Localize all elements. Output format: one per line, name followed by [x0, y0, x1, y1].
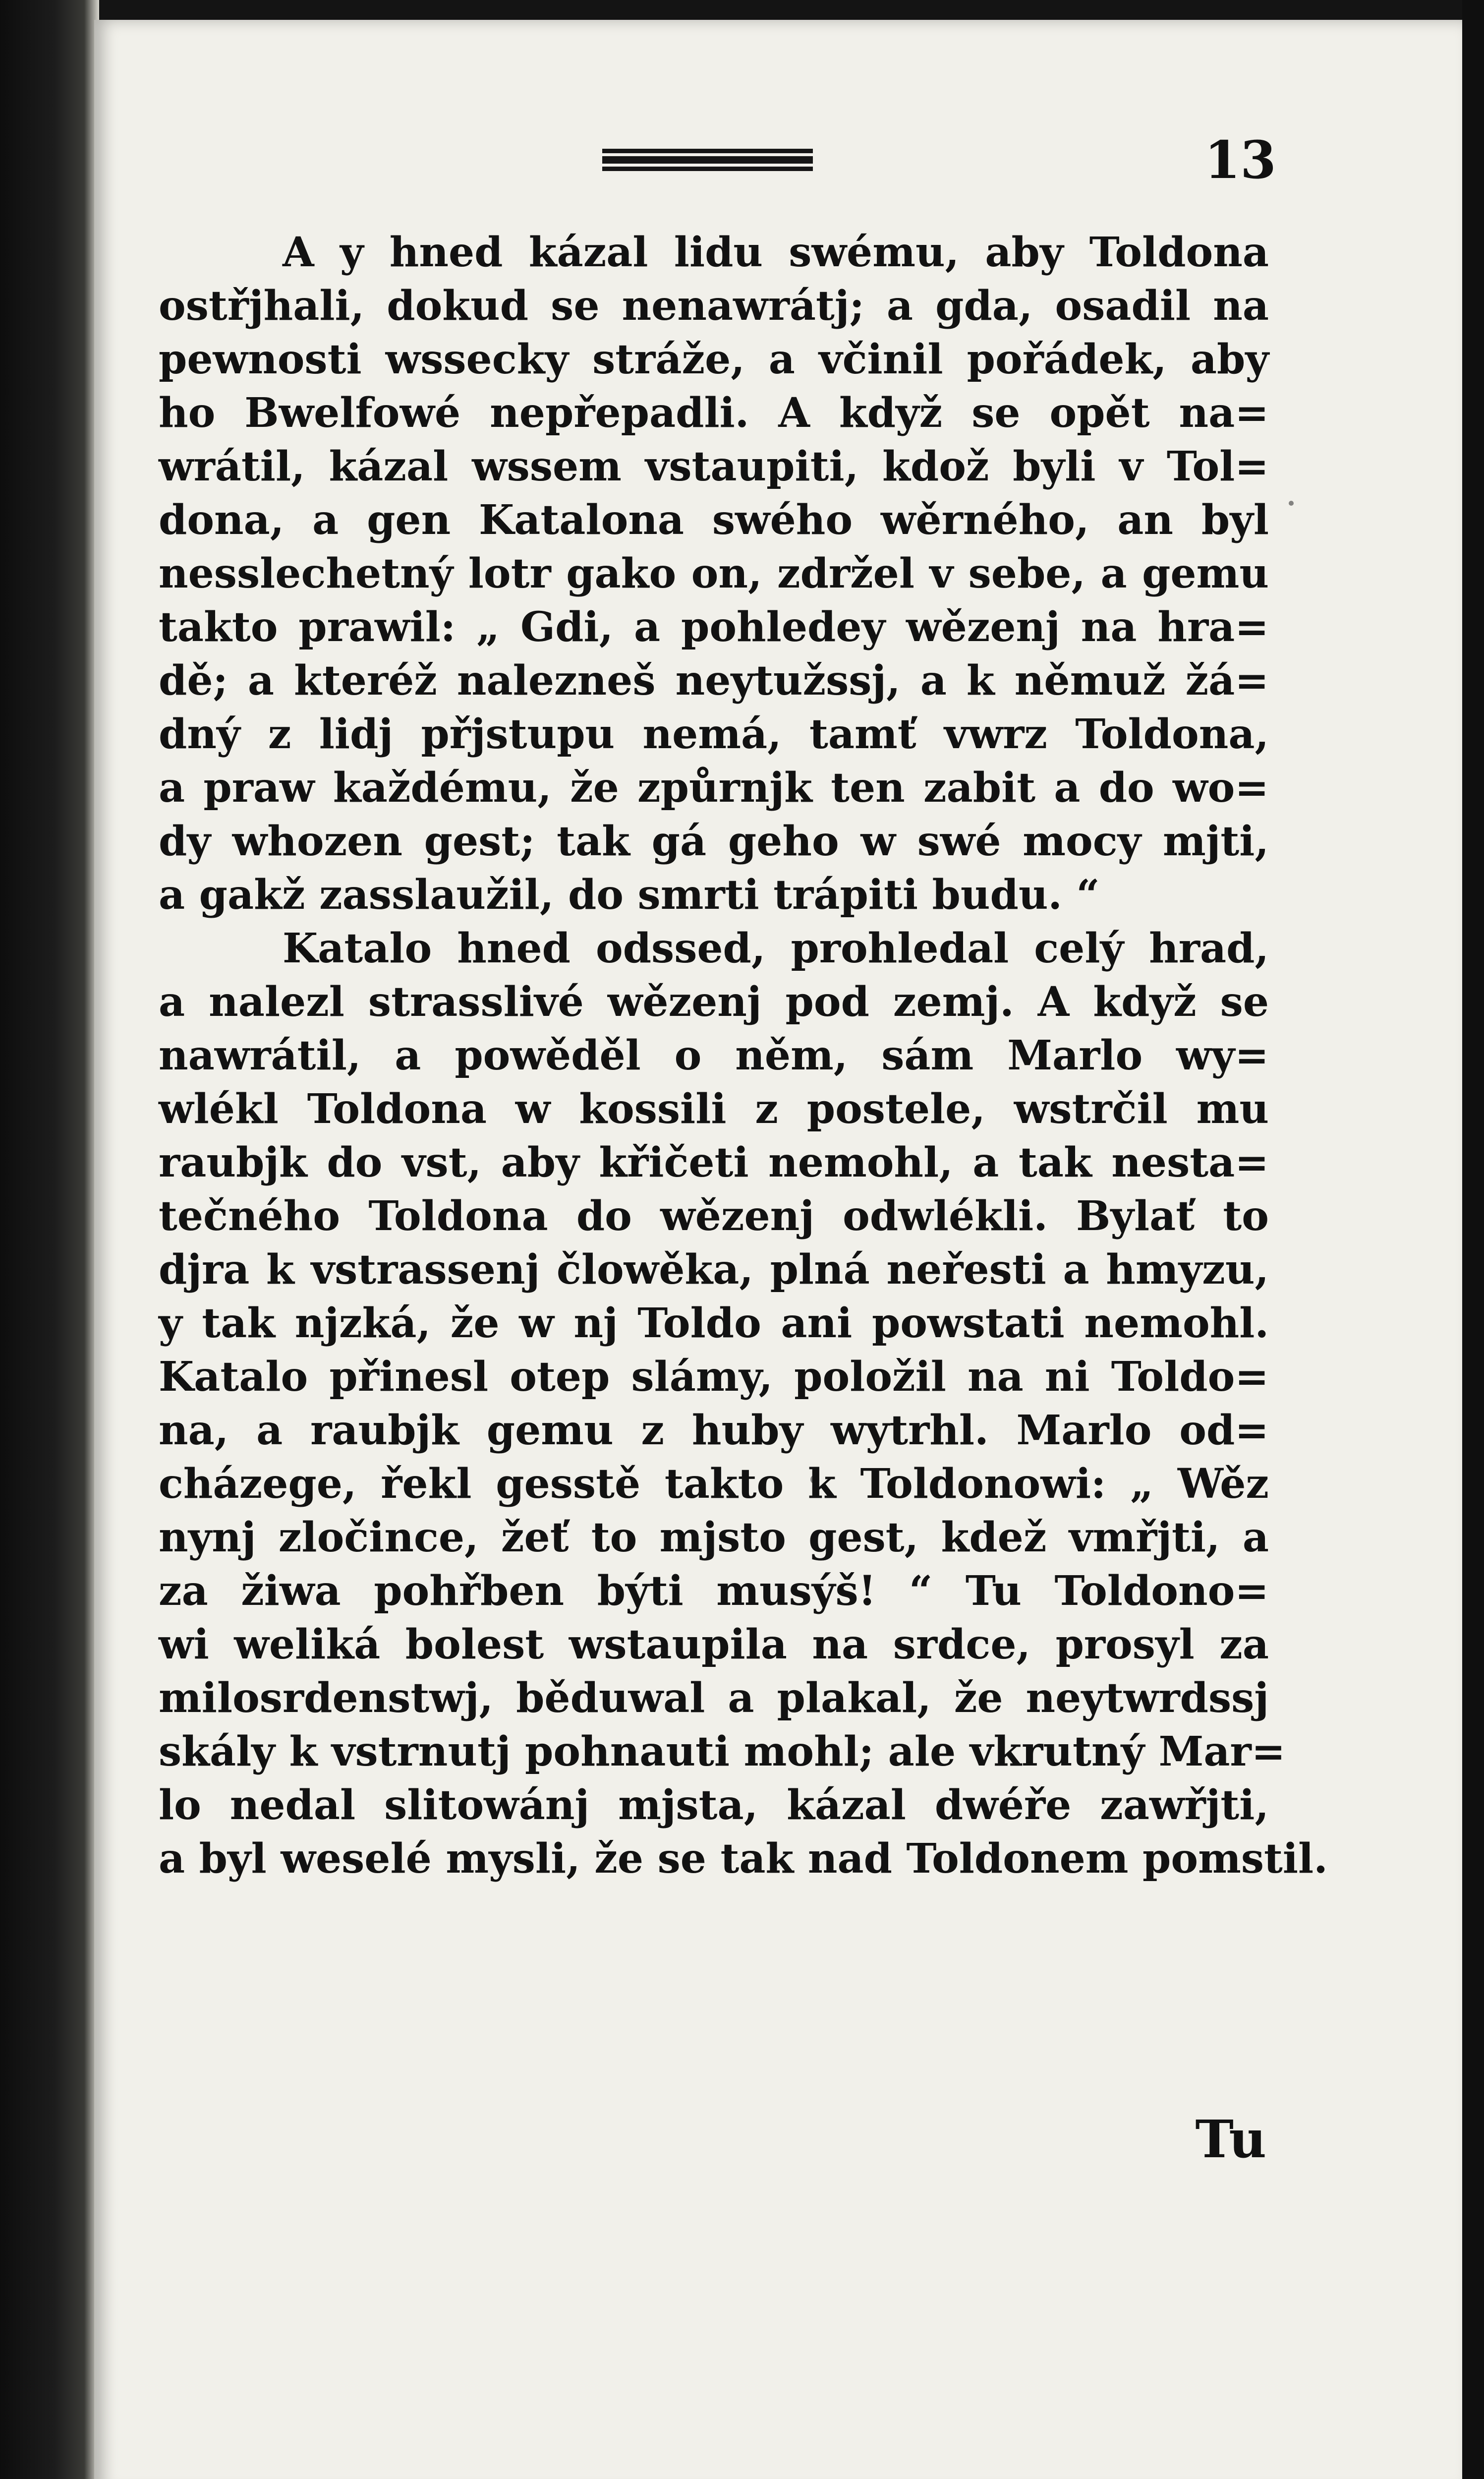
- page-number: 13: [1204, 129, 1276, 190]
- text-line: wlékl Toldona w kossili z postele, wstrčil mu: [159, 1085, 1269, 1133]
- ornament-line: [602, 167, 813, 171]
- text-line: takto prawil: „ Gdi, a pohledey wězenj na hra=: [159, 603, 1269, 651]
- text-line: wrátil, kázal wssem vstaupiti, kdož byli v Tol=: [159, 443, 1269, 490]
- text-line: dona, a gen Katalona swého wěrného, an byl: [159, 496, 1269, 544]
- text-line: cházege, řekl gesstě takto k Toldonowi: „ Wěz: [159, 1460, 1269, 1508]
- text-line: milosrdenstwj, běduwal a plakal, že neytwrdssj: [159, 1674, 1269, 1722]
- text-line: nynj zločince, žeť to mjsto gest, kdež vmřjti, a: [159, 1514, 1269, 1561]
- text-line: raubjk do vst, aby křičeti nemohl, a tak nesta=: [159, 1139, 1269, 1186]
- binding-shadow: [0, 0, 99, 2479]
- text-line: ho Bwelfowé nepřepadli. A když se opět na=: [159, 389, 1269, 437]
- text-line: dě; a kteréž nalezneš neytužssj, a k němuž žá=: [159, 657, 1269, 705]
- text-line: ostřjhali, dokud se nenawrátj; a gda, osadil na: [159, 282, 1269, 330]
- text-line: a gakž zasslaužil, do smrti trápiti budu. “: [159, 871, 1100, 919]
- paragraph: [159, 226, 1269, 922]
- text-line: tečného Toldona do wězenj odwlékli. Bylať to: [159, 1192, 1269, 1240]
- ink-speck: [1289, 501, 1294, 506]
- text-line: dný z lidj přjstupu nemá, tamť vwrz Toldona,: [159, 710, 1269, 758]
- text-line: y tak njzká, že w nj Toldo ani powstati nemohl.: [159, 1299, 1269, 1347]
- text-line: nawrátil, a powěděl o něm, sám Marlo wy=: [159, 1032, 1269, 1079]
- text-line: dy whozen gest; tak gá geho w swé mocy mjti,: [159, 818, 1269, 865]
- text-line: wi weliká bolest wstaupila na srdce, prosyl za: [159, 1621, 1269, 1668]
- text-line: na, a raubjk gemu z huby wytrhl. Marlo od=: [159, 1407, 1269, 1454]
- ornament-line: [602, 156, 813, 164]
- text-line: a praw každému, že způrnjk ten zabit a do wo=: [159, 764, 1269, 812]
- text-line: A y hned kázal lidu swému, aby Toldona: [283, 229, 1269, 276]
- text-line: Katalo přinesl otep slámy, položil na ni Toldo=: [159, 1353, 1269, 1401]
- catchword: Tu: [1195, 2109, 1266, 2170]
- text-line: djra k vstrassenj člowěka, plná neřesti a hmyzu,: [159, 1246, 1269, 1294]
- body-text: [159, 226, 1328, 1886]
- text-line: pewnosti wssecky stráže, a včinil pořádek, aby: [159, 336, 1269, 383]
- text-line: Katalo hned odssed, prohledal celý hrad,: [283, 925, 1269, 972]
- text-line: a byl weselé mysli, že se tak nad Toldonem pomstil.: [159, 1835, 1328, 1883]
- right-scan-edge: [1462, 0, 1484, 2479]
- ornament-line: [602, 149, 813, 153]
- text-line: nesslechetný lotr gako on, zdržel v sebe, a gemu: [159, 550, 1269, 597]
- header-ornament-rule: [602, 149, 813, 172]
- paragraph: [159, 922, 1328, 1886]
- text-line: lo nedal slitowánj mjsta, kázal dwéře zawřjti,: [159, 1781, 1269, 1829]
- text-line: a nalezl strasslivé wězenj pod zemj. A když se: [159, 978, 1269, 1026]
- text-line: za žiwa pohřben býti musýš! “ Tu Toldono=: [159, 1567, 1269, 1615]
- text-line: skály k vstrnutj pohnauti mohl; ale vkrutný Mar=: [159, 1728, 1286, 1775]
